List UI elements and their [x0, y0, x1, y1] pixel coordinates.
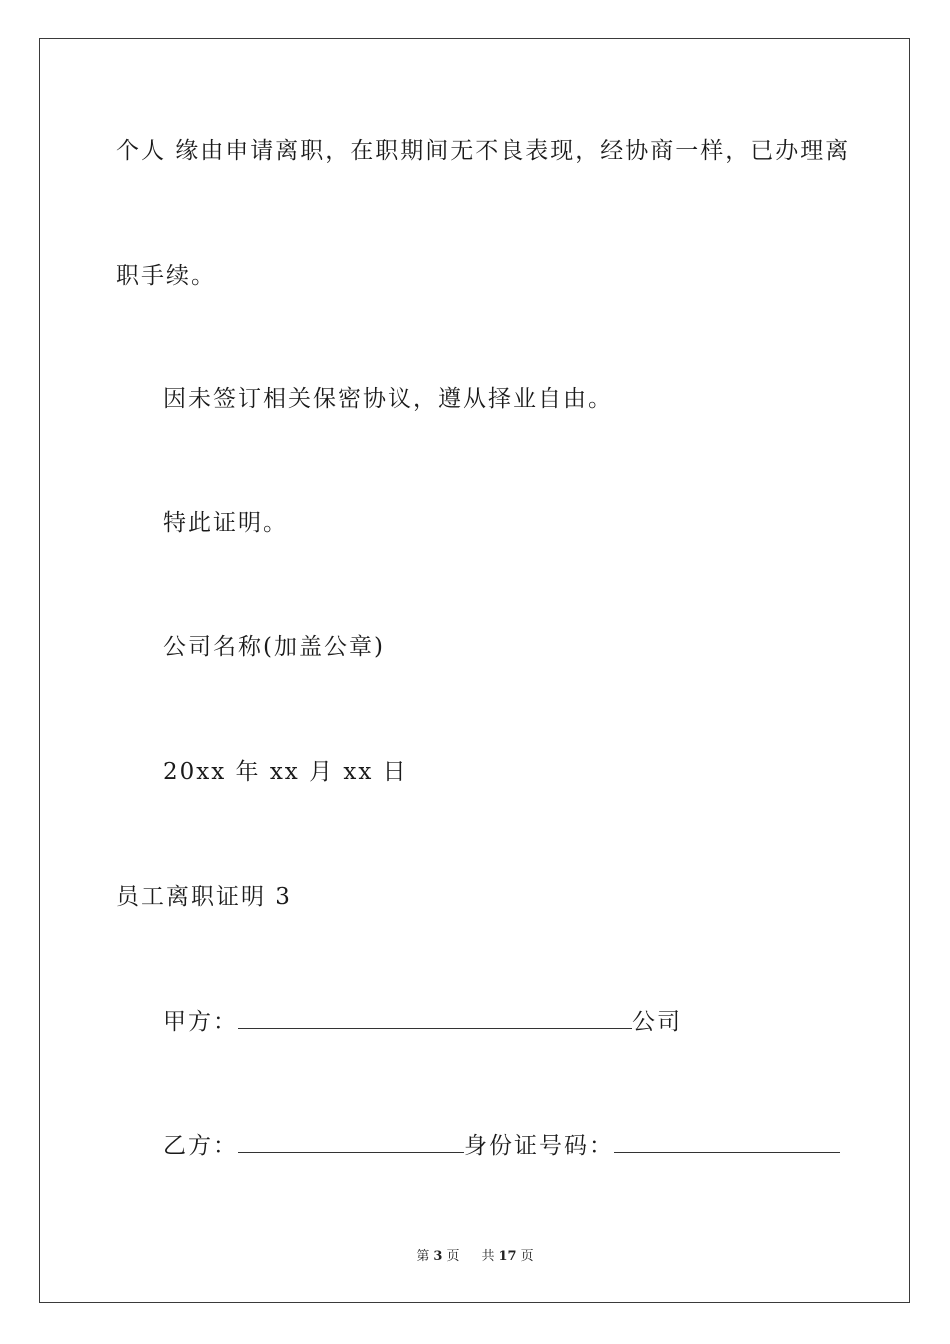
total-pages: 17 — [498, 1249, 517, 1264]
party-b-blank — [238, 1132, 464, 1153]
page-suffix: 页 — [446, 1249, 460, 1264]
id-number-label: 身份证号码： — [464, 1133, 614, 1159]
party-a-label: 甲方： — [163, 1009, 238, 1035]
party-a-suffix: 公司 — [632, 1009, 682, 1035]
party-b-row — [163, 1131, 840, 1161]
total-prefix: 共 — [481, 1249, 495, 1264]
page-number: 3 — [433, 1249, 443, 1264]
party-a-blank — [238, 1008, 632, 1029]
page-prefix: 第 — [416, 1249, 430, 1264]
id-number-blank — [614, 1132, 840, 1153]
total-suffix: 页 — [520, 1249, 534, 1264]
party-a-row — [163, 1007, 682, 1037]
page-border — [39, 38, 910, 1303]
confidentiality-paragraph: 因未签订相关保密协议，遵从择业自由。 — [163, 386, 613, 412]
paragraph-line-2: 职手续。 — [116, 263, 216, 289]
company-stamp-line: 公司名称(加盖公章) — [163, 634, 385, 660]
page-footer — [0, 1248, 950, 1266]
party-b-label: 乙方： — [163, 1133, 238, 1159]
section-title: 员工离职证明 3 — [116, 884, 292, 910]
paragraph-line-1: 个人 缘由申请离职，在职期间无不良表现，经协商一样，已办理离 — [116, 138, 851, 164]
certification-statement: 特此证明。 — [163, 510, 288, 536]
date-line: 20xx 年 xx 月 xx 日 — [163, 759, 408, 785]
